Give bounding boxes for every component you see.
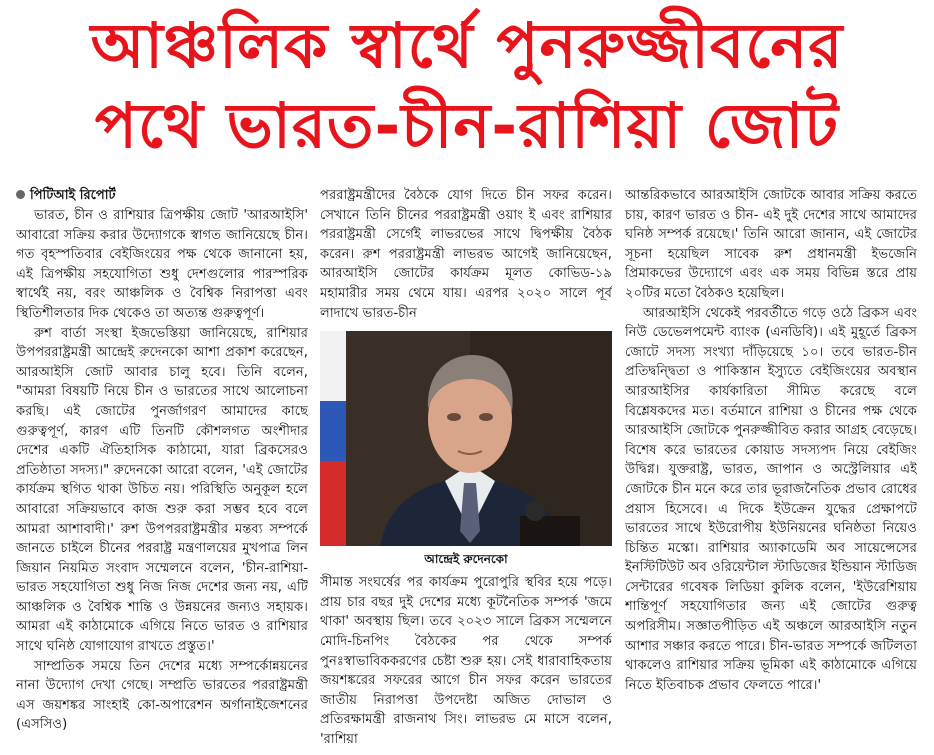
article-column-3 — [625, 186, 917, 748]
article-column-1 — [16, 186, 308, 748]
byline — [16, 186, 308, 205]
paragraph: পররাষ্ট্রমন্ত্রীদের বৈঠকে যোগ দিতে চীন সফর করেন। সেখানে তিনি চীনের পররাষ্ট্রমন্ত্রী ওয়াং ই এবং রাশিয়ার পররাষ্ট্রমন্ত্রী সের্গেই লাভরভের সাথে দ্বিপক্ষীয় বৈঠক করেন। রুশ পররাষ্ট্রমন্ত্রী লাভরভ আগেই জানিয়েছেন, আরআইসি জোটের কার্যক্রম মূলত কোভিড-১৯ মহামারীর সময় থেমে যায়। এরপর ২০২০ সালে পূর্ব লাদাখে ভারত-চীন — [320, 188, 612, 321]
headline-line-2: পথে ভারত-চীন-রাশিয়া জোট — [94, 89, 840, 162]
byline-text: পিটিআই রিপোর্ট — [30, 188, 116, 203]
headline-line-1: আঞ্চলিক স্বার্থে পুনরুজ্জীবনের — [90, 9, 844, 82]
headline — [0, 6, 934, 166]
article-column-2 — [320, 186, 612, 748]
portrait-photo-icon — [320, 331, 612, 546]
paragraph: আন্তরিকভাবে আরআইসি জোটকে আবার সক্রিয় করতে চায়, কারণ ভারত ও চীন- এই দুই দেশের সাথে আমাদের ঘনিষ্ঠ সম্পর্ক রয়েছে।' তিনি আরো জানান, এই জোটের সূচনা হয়েছিল সাবেক রুশ প্রধানমন্ত্রী ইভজেনি প্রিমাকভের উদ্যোগে এবং এক সময় বিভিন্ন স্তরে প্রায় ২০টির মতো বৈঠকও হয়েছিল। — [625, 188, 917, 301]
paragraph: সাম্প্রতিক সময়ে তিন দেশের মধ্যে সম্পর্কোন্নয়নের নানা উদ্যোগ দেখা গেছে। সম্প্রতি ভারতের পররাষ্ট্রমন্ত্রী এস জয়শঙ্কর সাংহাই কো-অপারেশন অর্গানাইজেশনের (এসসিও) — [16, 658, 308, 733]
portrait-photo — [320, 331, 612, 546]
paragraph: ভারত, চীন ও রাশিয়ার ত্রিপক্ষীয় জোট 'আরআইসি' আবারো সক্রিয় করার উদ্যোগকে স্বাগত জানিয়েছে চীন। গত বৃহস্পতিবার বেইজিংয়ের পক্ষ থেকে জানানো হয়, এই ত্রিপক্ষীয় সহযোগিতা শুধু দেশগুলোর পারস্পরিক স্বার্থেই নয়, বরং আঞ্চলিক ও বৈশ্বিক নিরাপত্তা এবং স্থিতিশীলতার দিক থেকেও তা অত্যন্ত গুরুত্বপূর্ণ। — [16, 208, 308, 321]
paragraph: রুশ বার্তা সংস্থা ইজভেস্তিয়া জানিয়েছে, রাশিয়ার উপপররাষ্ট্রমন্ত্রী আন্দ্রেই রুদেনকো আশা প্রকাশ করেছেন, আরআইসি জোট আবার চালু হবে। তিনি বলেন, "আমরা বিষয়টি নিয়ে চীন ও ভারতের সাথে আলোচনা করছি। এই জোটের পুনর্জাগরণ আমাদের কাছে গুরুত্বপূর্ণ, কারণ এটি তিনটি কৌশলগত অংশীদার দেশের একটি ঐতিহাসিক কাঠামো, যারা ব্রিকসেরও প্রতিষ্ঠাতা সদস্য।" রুদেনকো আরো বলেন, 'এই জোটের কার্যক্রম স্থগিত থাকা উচিত নয়। পরিস্থিতি অনুকূল হলে আবারো সক্রিয়ভাবে কাজ শুরু করা সম্ভব হবে বলে আমরা আশাবাদী।' রুশ উপপররাষ্ট্রমন্ত্রীর মন্তব্য সম্পর্কে জানতে চাইলে চীনের পররাষ্ট্র মন্ত্রণালয়ের মুখপাত্র লিন জিয়ান নিয়মিত সংবাদ সম্মেলনে বলেন, 'চীন-রাশিয়া-ভারত সহযোগিতা শুধু নিজ নিজ দেশের জন্য নয়, এটি আঞ্চলিক ও বৈশ্বিক শান্তি ও উন্নয়নের জন্যও সহায়ক। আমরা এই কাঠামোকে এগিয়ে নিতে ভারত ও রাশিয়ার সাথে ঘনিষ্ঠ যোগাযোগ রাখতে প্রস্তুত।' — [16, 325, 308, 655]
bullet-icon — [16, 190, 25, 199]
paragraph: সীমান্ত সংঘর্ষের পর কার্যক্রম পুরোপুরি স্থবির হয়ে পড়ে। প্রায় চার বছর দুই দেশের মধ্যে কূটনৈতিক সম্পর্ক 'জমে থাকা' অবস্থায় ছিল। তবে ২০২৩ সালে ব্রিকস সম্মেলনে মোদি-চিনপিং বৈঠকের পর থেকে সম্পর্ক পুনঃস্বাভাবিককরণের চেষ্টা শুরু হয়। সেই ধারাবাহিকতায় জয়শঙ্করের সফরের আগে চীন সফর করেন ভারতের জাতীয় নিরাপত্তা উপদেষ্টা অজিত দোভাল ও প্রতিরক্ষামন্ত্রী রাজনাথ সিং। লাভরভ মে মাসে বলেন, 'রাশিয়া — [320, 575, 612, 747]
paragraph: আরআইসি থেকেই পরবর্তীতে গড়ে ওঠে ব্রিকস এবং নিউ ডেভেলপমেন্ট ব্যাংক (এনডিবি)। এই মুহূর্তে ব্রিকস জোটে সদস্য সংখ্যা দাঁড়িয়েছে ১০। তবে ভারত-চীন প্রতিদ্বন্দ্বিতা ও পাকিস্তান ইস্যুতে বেইজিংয়ের অবস্থান আরআইসির কার্যকারিতা সীমিত করেছে বলে বিশ্লেষকদের মত। বর্তমানে রাশিয়া ও চীনের পক্ষ থেকে আরআইসি জোটকে পুনরুজ্জীবিত করার আগ্রহ বেড়েছে। বিশেষ করে ভারতের কোয়াড সদস্যপদ নিয়ে বেইজিং উদ্বিগ্ন। যুক্তরাষ্ট্র, ভারত, জাপান ও অস্ট্রেলিয়ার এই জোটকে চীন মনে করে তার ভূরাজনৈতিক প্রভাব রোধের প্রয়াস হিসেবে। এ দিকে ইউক্রেন যুদ্ধের প্রেক্ষাপটে ভারতের সাথে ইউরোপীয় ইউনিয়নের ঘনিষ্ঠতা নিয়েও চিন্তিত মস্কো। রাশিয়ার অ্যাকাডেমি অব সায়েন্সেসের ইনস্টিটিউট অব ওরিয়েন্টাল স্টাডিজের ইন্ডিয়ান স্টাডিজ সেন্টারের গবেষক লিডিয়া কুলিক বলেন, 'ইউরেশিয়ায় শান্তিপূর্ণ সহযোগিতার জন্য এই জোটের গুরুত্ব অপরিসীম। সজ্ঞাতপীড়িত এই অঞ্চলে আরআইসি নতুন আশার সঞ্চার করতে পারে। চীন-ভারত সম্পর্কে জটিলতা থাকলেও রাশিয়ার সক্রিয় ভূমিকা এই কাঠামোকে এগিয়ে নিতে ইতিবাচক প্রভাব ফেলতে পারে।' — [625, 305, 917, 693]
photo-caption: আন্দ্রেই রুদেনকো — [424, 552, 508, 567]
